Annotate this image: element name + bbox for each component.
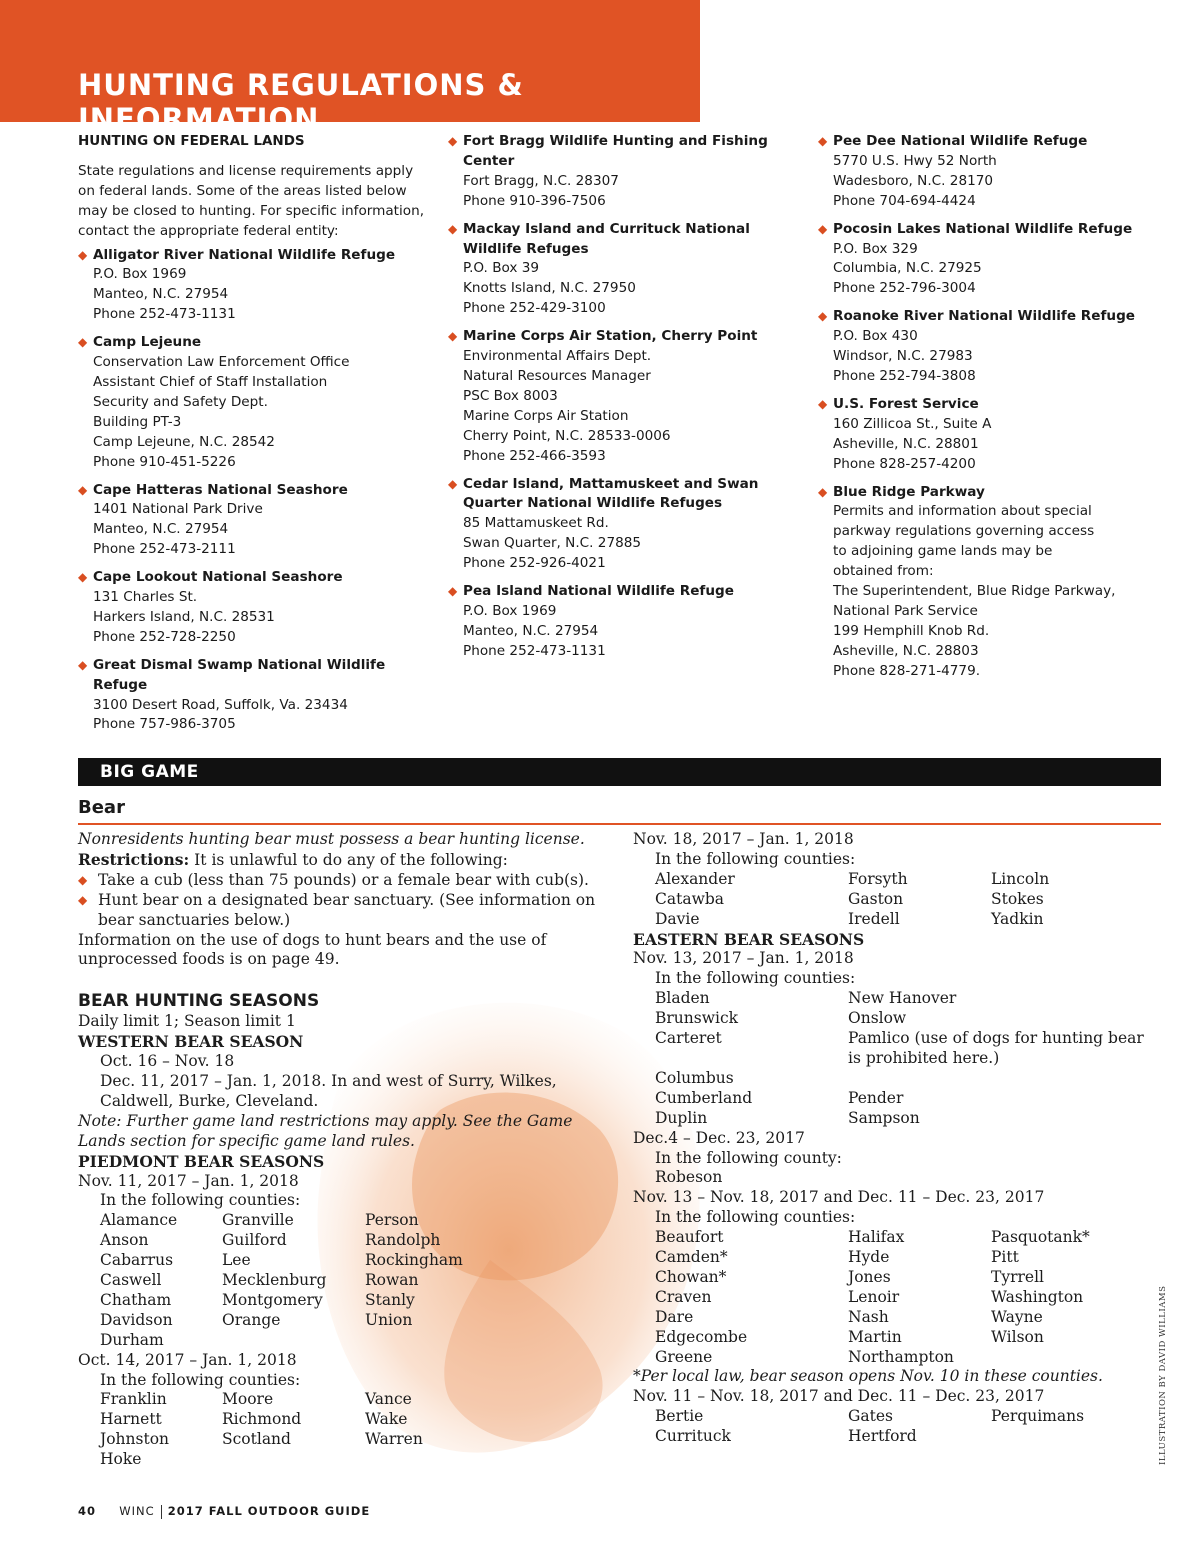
season-dates: Nov. 13, 2017 – Jan. 1, 2018 — [633, 949, 854, 968]
federal-column-b — [448, 132, 808, 670]
county-item — [991, 1348, 1151, 1368]
county-item: Forsyth — [848, 869, 908, 888]
diamond-bullet-icon: ◆ — [78, 872, 88, 887]
diamond-bullet-icon: ◆ — [818, 484, 828, 499]
restriction-item: ◆ Hunt bear on a designated bear sanctuary. (See information on bear sanctuaries below.) — [78, 890, 596, 929]
entry-line: Asheville, N.C. 28803 — [833, 642, 979, 659]
diamond-bullet-icon: ◆ — [448, 134, 458, 148]
entry-line: Cherry Point, N.C. 28533-0006 — [463, 427, 671, 444]
federal-column-a — [78, 132, 428, 743]
diamond-bullet-icon: ◆ — [448, 584, 458, 599]
county-list — [633, 989, 1153, 1128]
federal-entry — [818, 395, 1168, 475]
county-item: Robeson — [655, 1168, 723, 1187]
season-dates: Nov. 18, 2017 – Jan. 1, 2018 — [633, 830, 854, 848]
entry-line: Swan Quarter, N.C. 27885 — [463, 535, 642, 552]
season-dates: Nov. 11 – Nov. 18, 2017 and Dec. 11 – Dec. 23, 2017 — [633, 1387, 1045, 1406]
season-dates: Oct. 16 – Nov. 18 — [100, 1052, 235, 1071]
diamond-bullet-icon: ◆ — [818, 134, 828, 148]
header-banner — [0, 0, 700, 136]
diamond-bullet-icon: ◆ — [78, 335, 88, 350]
guide-title: 2017 FALL OUTDOOR GUIDE — [167, 1504, 371, 1518]
entry-line: Wadesboro, N.C. 28170 — [833, 172, 994, 189]
county-item: Alexander — [655, 869, 735, 888]
federal-entries-a — [78, 246, 428, 736]
county-item: Richmond — [222, 1410, 302, 1429]
entry-name: Pocosin Lakes National Wildlife Refuge — [833, 220, 1133, 237]
entry-line: 5770 U.S. Hwy 52 North — [833, 152, 997, 169]
county-item — [991, 1427, 1151, 1447]
county-item: Yadkin — [991, 909, 1044, 928]
county-item: Tyrrell — [991, 1267, 1045, 1286]
county-item: Perquimans — [991, 1407, 1085, 1426]
county-item: Mecklenburg — [222, 1271, 327, 1290]
brand-name: WINC — [119, 1504, 155, 1518]
county-item: Gates — [848, 1407, 893, 1426]
county-item: Camden* — [655, 1248, 728, 1267]
game-lands-note: Note: Further game land restrictions may apply. See the Game Lands section for specific game land rules. — [78, 1111, 573, 1150]
county-item: Alamance — [100, 1211, 178, 1230]
entry-line: Phone 252-466-3593 — [463, 447, 606, 464]
diamond-bullet-icon: ◆ — [818, 396, 828, 411]
counties-label: In the following counties: — [655, 849, 856, 868]
federal-entry — [78, 656, 428, 736]
county-item: Durham — [100, 1330, 164, 1349]
diamond-bullet-icon: ◆ — [818, 309, 828, 324]
county-item: Beaufort — [655, 1228, 724, 1247]
entry-line: Windsor, N.C. 27983 — [833, 348, 973, 365]
local-law-note: *Per local law, bear season opens Nov. 10 in these counties. — [633, 1367, 1103, 1386]
county-item: Jones — [848, 1267, 891, 1286]
county-item: Montgomery — [222, 1290, 323, 1309]
diamond-bullet-icon: ◆ — [78, 570, 88, 585]
federal-entry — [818, 483, 1168, 682]
diamond-bullet-icon: ◆ — [78, 657, 88, 672]
county-item: Catawba — [655, 889, 725, 908]
federal-lands-heading: HUNTING ON FEDERAL LANDS — [78, 133, 305, 149]
county-item: Chatham — [100, 1290, 172, 1309]
county-item: Bladen — [655, 989, 710, 1008]
county-list — [633, 870, 1153, 930]
county-item: Edgecombe — [655, 1327, 748, 1346]
entry-line: P.O. Box 1969 — [463, 602, 557, 619]
bear-heading: Bear — [78, 797, 125, 818]
county-item: Moore — [222, 1390, 274, 1409]
county-item: Person — [365, 1211, 419, 1230]
counties-label: In the following counties: — [100, 1191, 301, 1210]
entry-line: to adjoining game lands may be — [833, 543, 1053, 560]
county-item: Martin — [848, 1327, 902, 1346]
western-heading: WESTERN BEAR SEASON — [78, 1032, 304, 1052]
federal-entry — [818, 132, 1168, 212]
entry-name: Fort Bragg Wildlife Hunting and Fishing Center — [463, 133, 768, 169]
entry-line: parkway regulations governing access — [833, 523, 1095, 540]
entry-line: Camp Lejeune, N.C. 28542 — [93, 433, 275, 450]
county-item: Nash — [848, 1307, 889, 1326]
county-item: Lincoln — [991, 869, 1050, 888]
entry-line: Phone 252-473-2111 — [93, 541, 236, 558]
counties-label: In the following counties: — [655, 969, 856, 988]
entry-line: Manteo, N.C. 27954 — [463, 622, 599, 639]
county-item: Columbus — [655, 1068, 734, 1087]
entry-line: Manteo, N.C. 27954 — [93, 521, 229, 538]
footer-divider — [161, 1505, 162, 1519]
county-item: Wilson — [991, 1327, 1044, 1346]
restriction-item: ◆ Take a cub (less than 75 pounds) or a female bear with cub(s). — [78, 870, 589, 889]
entry-name: Marine Corps Air Station, Cherry Point — [463, 328, 758, 345]
diamond-bullet-icon: ◆ — [78, 247, 88, 262]
bear-left-column — [78, 830, 618, 1470]
county-list — [633, 1228, 1153, 1367]
entry-line: Phone 757-986-3705 — [93, 716, 236, 733]
county-item: Pamlico (use of dogs for hunting bear is prohibited here.) — [848, 1029, 1144, 1067]
entry-line: P.O. Box 1969 — [93, 266, 187, 283]
entry-line: Manteo, N.C. 27954 — [93, 286, 229, 303]
county-item: Duplin — [655, 1108, 708, 1127]
federal-entries-b — [448, 132, 808, 662]
county-item: Granville — [222, 1211, 294, 1230]
diamond-bullet-icon: ◆ — [448, 329, 458, 344]
county-item: Bertie — [655, 1407, 704, 1426]
federal-column-c — [818, 132, 1168, 690]
season-dates: Dec.4 – Dec. 23, 2017 — [633, 1128, 805, 1147]
county-item: Rockingham — [365, 1251, 463, 1270]
diamond-bullet-icon: ◆ — [448, 221, 458, 236]
county-item: Pender — [848, 1088, 904, 1107]
entry-line: Conservation Law Enforcement Office — [93, 354, 350, 371]
entry-name: Pee Dee National Wildlife Refuge — [833, 133, 1088, 149]
illustration-credit: ILLUSTRATION BY DAVID WILLIAMS — [1158, 1285, 1168, 1465]
dogs-info: Information on the use of dogs to hunt bears and the use of unprocessed foods is on page 49. — [78, 930, 547, 969]
county-item — [848, 1069, 1148, 1089]
county-item: Currituck — [655, 1427, 731, 1446]
entry-line: 85 Mattamuskeet Rd. — [463, 515, 609, 532]
entry-line: Phone 252-926-4021 — [463, 555, 606, 572]
county-item: New Hanover — [848, 989, 957, 1008]
federal-entry — [78, 246, 428, 326]
county-list — [78, 1211, 618, 1350]
county-item: Hertford — [848, 1427, 917, 1446]
county-item: Warren — [365, 1430, 423, 1449]
county-item: Stokes — [991, 889, 1044, 908]
entry-name: Alligator River National Wildlife Refuge — [93, 246, 396, 263]
bag-limits: Daily limit 1; Season limit 1 — [78, 1012, 296, 1031]
entry-line: Permits and information about special — [833, 503, 1092, 520]
county-item: Davie — [655, 909, 700, 928]
big-game-bar — [78, 758, 1161, 786]
entry-line: 1401 National Park Drive — [93, 501, 263, 518]
entry-line: Natural Resources Manager — [463, 367, 651, 384]
county-list — [633, 1407, 1153, 1447]
season-dates: Dec. 11, 2017 – Jan. 1, 2018. In and west of Surry, Wilkes, Caldwell, Burke, Cleveland. — [100, 1071, 557, 1110]
county-item: Gaston — [848, 889, 904, 908]
page-footer — [78, 1504, 370, 1519]
entry-line: Phone 252-473-1131 — [93, 306, 236, 323]
county-item: Northampton — [848, 1347, 954, 1366]
entry-line: P.O. Box 329 — [833, 240, 918, 257]
entry-line: Phone 828-257-4200 — [833, 455, 976, 472]
diamond-bullet-icon: ◆ — [78, 892, 88, 907]
county-item: Chowan* — [655, 1267, 727, 1286]
nonresident-note: Nonresidents hunting bear must possess a bear hunting license. — [78, 830, 585, 848]
entry-line: 131 Charles St. — [93, 589, 198, 606]
entry-line: 3100 Desert Road, Suffolk, Va. 23434 — [93, 696, 348, 713]
entry-line: Phone 252-429-3100 — [463, 300, 606, 317]
county-item: Cabarrus — [100, 1251, 174, 1270]
entry-line: Phone 704-694-4424 — [833, 192, 976, 209]
entry-line: Phone 252-794-3808 — [833, 367, 976, 384]
county-item: Pasquotank* — [991, 1228, 1090, 1247]
big-game-label: BIG GAME — [100, 762, 199, 782]
entry-line: Environmental Affairs Dept. — [463, 348, 652, 365]
county-item: Brunswick — [655, 1009, 739, 1028]
county-item: Franklin — [100, 1390, 167, 1409]
county-item: Vance — [365, 1390, 412, 1409]
entry-line: Phone 910-396-7506 — [463, 192, 606, 209]
county-item: Sampson — [848, 1108, 920, 1127]
county-item: Lenoir — [848, 1287, 900, 1306]
entry-line: P.O. Box 39 — [463, 260, 540, 277]
federal-entry — [818, 220, 1168, 300]
federal-lands-intro: State regulations and license requirements apply on federal lands. Some of the areas listed below may be closed to hunting. For specific information, contact the appropriate federal entity: — [78, 162, 425, 239]
entry-line: Building PT-3 — [93, 413, 182, 430]
federal-entry — [78, 481, 428, 561]
federal-entry — [78, 333, 428, 472]
entry-line: Assistant Chief of Staff Installation — [93, 373, 328, 390]
piedmont-heading: PIEDMONT BEAR SEASONS — [78, 1151, 325, 1171]
county-item: Lee — [222, 1251, 251, 1270]
federal-entry — [818, 307, 1168, 387]
page-title: HUNTING REGULATIONS & INFORMATION — [78, 68, 524, 136]
county-item: Craven — [655, 1287, 712, 1306]
county-item: Stanly — [365, 1290, 415, 1309]
county-item: Union — [365, 1310, 413, 1329]
entry-line: Phone 828-271-4779. — [833, 662, 981, 679]
entry-line: National Park Service — [833, 602, 978, 619]
counties-label: In the following counties: — [655, 1208, 856, 1227]
county-item: Caswell — [100, 1271, 162, 1290]
federal-entries-c — [818, 132, 1168, 682]
counties-label: In the following county: — [655, 1148, 842, 1167]
county-item: Washington — [991, 1287, 1084, 1306]
entry-line: 199 Hemphill Knob Rd. — [833, 622, 990, 639]
season-dates: Oct. 14, 2017 – Jan. 1, 2018 — [78, 1350, 297, 1369]
season-dates: Nov. 13 – Nov. 18, 2017 and Dec. 11 – Dec. 23, 2017 — [633, 1188, 1045, 1207]
federal-entry — [448, 582, 808, 662]
county-item: Hoke — [100, 1450, 142, 1469]
entry-line: Fort Bragg, N.C. 28307 — [463, 172, 619, 189]
restrictions: Restrictions: It is unlawful to do any of the following: — [78, 849, 508, 869]
entry-line: Asheville, N.C. 28801 — [833, 435, 979, 452]
entry-line: Phone 252-473-1131 — [463, 642, 606, 659]
county-item: Anson — [100, 1231, 149, 1250]
county-item: Johnston — [100, 1430, 170, 1449]
county-item: Rowan — [365, 1271, 419, 1290]
entry-name: U.S. Forest Service — [833, 395, 979, 412]
entry-name: Roanoke River National Wildlife Refuge — [833, 308, 1136, 325]
county-item: Wake — [365, 1410, 408, 1429]
entry-line: Columbia, N.C. 27925 — [833, 260, 982, 277]
counties-label: In the following counties: — [100, 1370, 301, 1389]
federal-entry — [448, 132, 808, 212]
county-item: Orange — [222, 1310, 281, 1329]
entry-line: Phone 252-728-2250 — [93, 628, 236, 645]
county-item: Randolph — [365, 1231, 441, 1250]
county-item: Scotland — [222, 1430, 291, 1449]
county-item: Harnett — [100, 1410, 162, 1429]
county-list — [78, 1390, 618, 1470]
bear-divider — [78, 823, 1161, 825]
entry-name: Blue Ridge Parkway — [833, 483, 985, 500]
diamond-bullet-icon: ◆ — [818, 221, 828, 236]
entry-line: The Superintendent, Blue Ridge Parkway, — [833, 583, 1116, 600]
county-item: Hyde — [848, 1248, 890, 1267]
entry-line: Knotts Island, N.C. 27950 — [463, 280, 636, 297]
bear-seasons-heading: BEAR HUNTING SEASONS — [78, 991, 320, 1012]
county-item: Davidson — [100, 1310, 173, 1329]
county-item: Greene — [655, 1347, 713, 1366]
eastern-heading: EASTERN BEAR SEASONS — [633, 929, 865, 949]
diamond-bullet-icon: ◆ — [78, 482, 88, 497]
entry-line: Marine Corps Air Station — [463, 407, 629, 424]
page-number: 40 — [78, 1504, 97, 1518]
entry-name: Cedar Island, Mattamuskeet and Swan Quarter National Wildlife Refuges — [463, 475, 759, 512]
entry-line: Phone 252-796-3004 — [833, 280, 976, 297]
entry-name: Great Dismal Swamp National Wildlife Refuge — [93, 656, 386, 693]
entry-name: Cape Lookout National Seashore — [93, 569, 343, 586]
diamond-bullet-icon: ◆ — [448, 476, 458, 491]
entry-line: Security and Safety Dept. — [93, 393, 268, 410]
county-item: Onslow — [848, 1009, 907, 1028]
entry-line: P.O. Box 430 — [833, 328, 918, 345]
bear-right-column — [633, 830, 1153, 1447]
federal-entry — [448, 220, 808, 320]
entry-line: Phone 910-451-5226 — [93, 453, 236, 470]
entry-line: obtained from: — [833, 563, 934, 580]
county-item: Pitt — [991, 1248, 1019, 1267]
federal-entry — [78, 568, 428, 648]
county-item: Iredell — [848, 909, 900, 928]
entry-line: Harkers Island, N.C. 28531 — [93, 608, 275, 625]
county-item: Guilford — [222, 1231, 287, 1250]
entry-line: 160 Zillicoa St., Suite A — [833, 415, 992, 432]
entry-name: Cape Hatteras National Seashore — [93, 481, 348, 498]
entry-name: Camp Lejeune — [93, 334, 202, 351]
county-item: Carteret — [655, 1029, 722, 1048]
federal-entry — [448, 327, 808, 466]
entry-name: Mackay Island and Currituck National Wildlife Refuges — [463, 220, 750, 257]
county-item: Cumberland — [655, 1088, 753, 1107]
county-item: Wayne — [991, 1307, 1043, 1326]
federal-entry — [448, 475, 808, 575]
season-dates: Nov. 11, 2017 – Jan. 1, 2018 — [78, 1171, 299, 1190]
county-item: Halifax — [848, 1228, 905, 1247]
county-item: Dare — [655, 1307, 694, 1326]
entry-name: Pea Island National Wildlife Refuge — [463, 583, 734, 600]
entry-line: PSC Box 8003 — [463, 387, 558, 404]
